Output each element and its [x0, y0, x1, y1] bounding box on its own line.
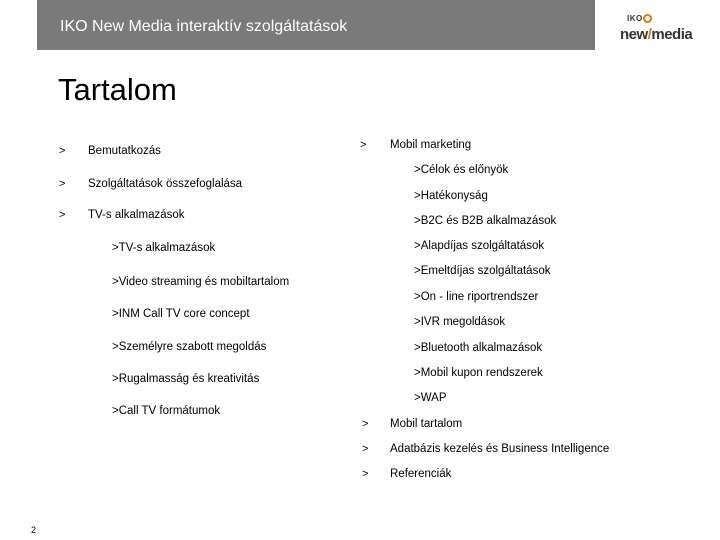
bullet-arrow: > — [362, 418, 369, 430]
bullet-arrow: > — [59, 209, 66, 221]
right-subitem: >Bluetooth alkalmazások — [414, 342, 543, 354]
right-subitem: >On - line riportrendszer — [414, 291, 539, 303]
bullet-arrow: > — [362, 443, 369, 455]
right-subitem: >Hatékonyság — [414, 190, 488, 202]
right-subitem: >Alapdíjas szolgáltatások — [414, 240, 545, 252]
bullet-arrow: > — [360, 139, 367, 151]
header-bar — [37, 0, 595, 50]
logo-slash: / — [647, 26, 652, 43]
logo-media: media — [651, 26, 693, 43]
right-item-mobil-tartalom: Mobil tartalom — [390, 418, 463, 430]
right-item-mobil-marketing: Mobil marketing — [390, 139, 472, 151]
logo-wordmark — [620, 26, 692, 43]
left-subitem: >Call TV formátumok — [112, 405, 221, 417]
left-subitem: >Rugalmasság és kreativitás — [112, 373, 260, 385]
right-subitem: >Mobil kupon rendszerek — [414, 367, 543, 379]
left-subitem: >Személyre szabott megoldás — [112, 341, 267, 353]
iko-new-media-logo — [618, 12, 698, 46]
bullet-arrow: > — [362, 468, 369, 480]
logo-iko-text: IKO — [627, 14, 643, 23]
left-item-bemutatkozas: Bemutatkozás — [88, 145, 161, 157]
right-item-referenciak: Referenciák — [390, 468, 452, 480]
logo-new: new — [620, 26, 648, 43]
bullet-arrow: > — [59, 145, 66, 157]
header-title: IKO New Media interaktív szolgáltatások — [60, 18, 348, 35]
page-title: Tartalom — [58, 72, 177, 107]
page-number: 2 — [31, 525, 37, 535]
right-subitem: >WAP — [414, 392, 447, 404]
left-subitem: >TV-s alkalmazások — [112, 242, 216, 254]
right-subitem: >Célok és előnyök — [414, 164, 509, 176]
bullet-arrow: > — [59, 178, 66, 190]
logo-ring-icon — [643, 14, 652, 23]
right-subitem: >B2C és B2B alkalmazások — [414, 215, 557, 227]
right-item-adatbazis: Adatbázis kezelés és Business Intelligence — [390, 443, 610, 455]
left-subitem: >Video streaming és mobiltartalom — [112, 276, 290, 288]
right-subitem: >Emeltdíjas szolgáltatások — [414, 265, 551, 277]
left-subitem: >INM Call TV core concept — [112, 308, 250, 320]
left-item-tv-alkalmazasok: TV-s alkalmazások — [88, 209, 185, 221]
right-subitem: >IVR megoldások — [414, 316, 506, 328]
left-item-szolgaltatasok: Szolgáltatások összefoglalása — [88, 178, 243, 190]
